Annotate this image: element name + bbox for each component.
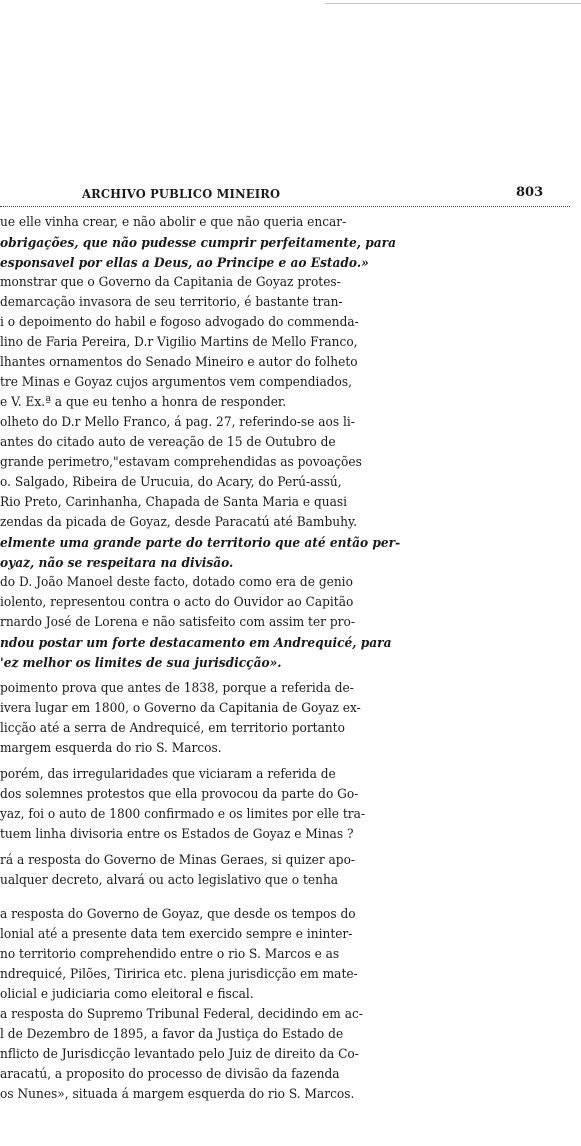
text-line: oyaz, não se respeitara na divisão. [0, 555, 234, 571]
text-line: dos solemnes protestos que ella provocou da parte do Go- [0, 787, 359, 802]
text-line: lino de Faria Pereira, D.r Vigilio Martins de Mello Franco, [0, 335, 358, 350]
text-line: lonial até a presente data tem exercido sempre e ininter- [0, 927, 353, 942]
running-title: ARCHIVO PUBLICO MINEIRO [82, 186, 281, 201]
text-line: porém, das irregularidades que viciaram a referida de [0, 767, 336, 782]
text-line: poimento prova que antes de 1838, porque a referida de- [0, 681, 354, 696]
text-line: olicial e judiciaria como eleitoral e fiscal. [0, 987, 254, 1002]
text-line: tuem linha divisoria entre os Estados de Goyaz e Minas ? [0, 827, 354, 842]
text-line: aracatú, a proposito do processo de divisão da fazenda [0, 1067, 340, 1082]
text-line: licção até a serra de Andrequicé, em territorio portanto [0, 721, 345, 736]
text-line: i o depoimento do habil e fogoso advogado do commenda- [0, 315, 359, 330]
text-line: lhantes ornamentos do Senado Mineiro e autor do folheto [0, 355, 358, 370]
text-line: nflicto de Jurisdicção levantado pelo Juiz de direito da Co- [0, 1047, 359, 1062]
text-line: do D. João Manoel deste facto, dotado como era de genio [0, 575, 353, 590]
text-line: yaz, foi o auto de 1800 confirmado e os limites por elle tra- [0, 807, 365, 822]
text-line: Rio Preto, Carinhanha, Chapada de Santa Maria e quasi [0, 495, 348, 510]
text-line: zendas da picada de Goyaz, desde Paracatú até Bambuhy. [0, 515, 358, 530]
text-line: tre Minas e Goyaz cujos argumentos vem compendiados, [0, 375, 352, 390]
text-line: grande perimetro,"estavam comprehendidas as povoações [0, 455, 362, 470]
text-line: a resposta do Governo de Goyaz, que desde os tempos do [0, 907, 356, 922]
text-line: rnardo José de Lorena e não satisfeito com assim ter pro- [0, 615, 355, 630]
text-line: iolento, representou contra o acto do Ouvidor ao Capitão [0, 595, 354, 610]
text-line: monstrar que o Governo da Capitania de Goyaz protes- [0, 275, 341, 290]
text-line: o. Salgado, Ribeira de Urucuia, do Acary, do Perú-assú, [0, 475, 342, 490]
text-line: os Nunes», situada á margem esquerda do rio S. Marcos. [0, 1087, 355, 1102]
text-line: elmente uma grande parte do territorio que até então per- [0, 535, 401, 551]
text-line: esponsavel por ellas a Deus, ao Principe e ao Estado.» [0, 255, 369, 271]
top-border-rule [325, 3, 581, 4]
text-line: a resposta do Supremo Tribunal Federal, decidindo em ac- [0, 1007, 363, 1022]
page-header [0, 183, 581, 207]
text-line: obrigações, que não pudesse cumprir perfeitamente, para [0, 235, 396, 251]
text-line: e V. Ex.ª a que eu tenho a honra de responder. [0, 395, 287, 410]
text-line: l de Dezembro de 1895, a favor da Justiça do Estado de [0, 1027, 344, 1042]
text-line: ndou postar um forte destacamento em Andrequicé, para [0, 635, 392, 651]
text-line: ivera lugar em 1800, o Governo da Capitania de Goyaz ex- [0, 701, 361, 716]
page-body [0, 213, 581, 1105]
text-line: margem esquerda do rio S. Marcos. [0, 741, 222, 756]
text-line: ue elle vinha crear, e não abolir e que não queria encar- [0, 215, 347, 230]
text-line: ndrequicé, Pilões, Tiririca etc. plena jurisdicção em mate- [0, 967, 358, 982]
text-line: 'ez melhor os limites de sua jurisdicção». [0, 655, 282, 671]
page-number: 803 [516, 185, 544, 200]
text-line: demarcação invasora de seu territorio, é bastante tran- [0, 295, 343, 310]
text-line: olheto do D.r Mello Franco, á pag. 27, referindo-se aos li- [0, 415, 355, 430]
text-line: no territorio comprehendido entre o rio S. Marcos e as [0, 947, 340, 962]
header-rule [0, 206, 570, 207]
text-line: antes do citado auto de vereação de 15 de Outubro de [0, 435, 336, 450]
text-line: ualquer decreto, alvará ou acto legislativo que o tenha [0, 873, 339, 888]
text-line: rá a resposta do Governo de Minas Geraes, si quizer apo- [0, 853, 356, 868]
